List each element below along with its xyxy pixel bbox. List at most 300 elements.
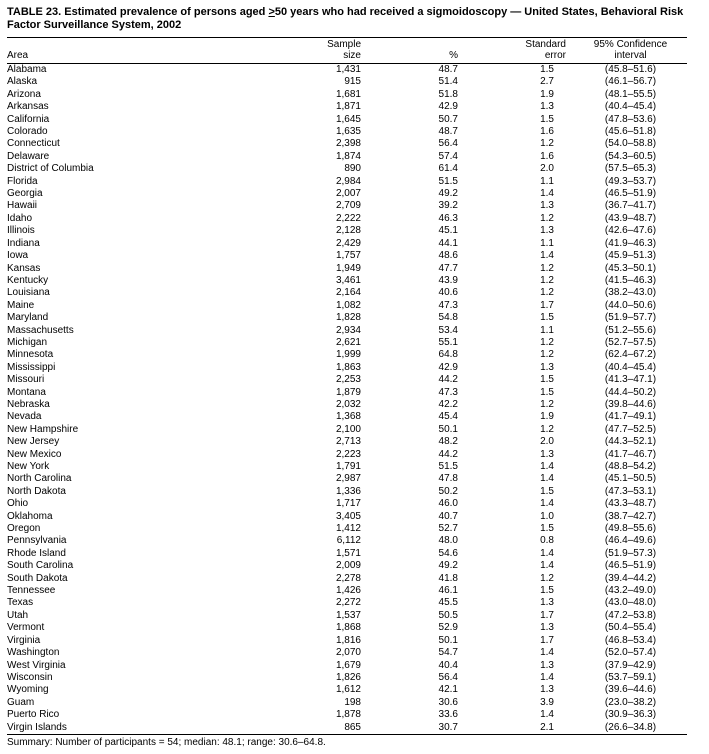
confidence-interval-cell: (51.2–55.6) — [604, 324, 657, 336]
confidence-interval-cell: (42.6–47.6) — [604, 225, 657, 237]
table-row — [7, 300, 687, 312]
area-cell: Wyoming — [7, 684, 49, 696]
standard-error-cell: 0.8 — [540, 535, 554, 547]
standard-error-cell: 1.3 — [540, 448, 554, 460]
confidence-interval-cell: (49.3–53.7) — [604, 175, 657, 187]
standard-error-cell: 1.2 — [540, 349, 554, 361]
standard-error-cell: 1.2 — [540, 262, 554, 274]
percent-cell: 49.2 — [438, 560, 458, 572]
sample-size-cell: 1,757 — [335, 250, 361, 262]
percent-cell: 52.7 — [438, 523, 458, 535]
standard-error-cell: 1.4 — [540, 647, 554, 659]
table-row — [7, 114, 687, 126]
table-row — [7, 263, 687, 275]
area-cell: Virgin Islands — [7, 721, 67, 733]
table-row — [7, 238, 687, 250]
area-cell: Tennessee — [7, 585, 56, 597]
sample-size-cell: 3,405 — [335, 510, 361, 522]
standard-error-cell: 1.5 — [540, 585, 554, 597]
table-row — [7, 449, 687, 461]
percent-cell: 44.2 — [438, 374, 458, 386]
col-header-se-line2: error — [544, 50, 566, 61]
table-row — [7, 213, 687, 225]
table-row — [7, 325, 687, 337]
percent-cell: 39.2 — [438, 200, 458, 212]
sample-size-cell: 2,713 — [335, 436, 361, 448]
percent-cell: 47.3 — [438, 299, 458, 311]
confidence-interval-cell: (44.0–50.6) — [604, 299, 657, 311]
area-cell: Oregon — [7, 523, 41, 535]
confidence-interval-cell: (41.3–47.1) — [604, 374, 657, 386]
standard-error-cell: 1.1 — [540, 237, 554, 249]
area-cell: North Carolina — [7, 473, 72, 485]
greater-equal-symbol: > — [268, 6, 275, 18]
area-cell: Arkansas — [7, 101, 49, 113]
confidence-interval-cell: (38.2–43.0) — [604, 287, 657, 299]
area-cell: South Carolina — [7, 560, 74, 572]
col-header-ci-line2: interval — [614, 50, 647, 61]
sample-size-cell: 1,681 — [335, 88, 361, 100]
confidence-interval-cell: (52.7–57.5) — [604, 336, 657, 348]
percent-cell: 45.5 — [438, 597, 458, 609]
col-header-se-line1: Standard — [525, 39, 566, 50]
standard-error-cell: 1.2 — [540, 287, 554, 299]
percent-cell: 57.4 — [438, 150, 458, 162]
sample-size-cell: 2,709 — [335, 200, 361, 212]
confidence-interval-cell: (43.9–48.7) — [604, 212, 657, 224]
sample-size-cell: 865 — [344, 721, 361, 733]
standard-error-cell: 1.3 — [540, 659, 554, 671]
standard-error-cell: 1.4 — [540, 709, 554, 721]
percent-cell: 42.2 — [438, 398, 458, 410]
table-row — [7, 672, 687, 684]
table-row — [7, 498, 687, 510]
percent-cell: 41.8 — [438, 572, 458, 584]
table-row — [7, 126, 687, 138]
sample-size-cell: 2,934 — [335, 324, 361, 336]
col-header-sample-line1: Sample — [327, 39, 361, 50]
confidence-interval-cell: (62.4–67.2) — [604, 349, 657, 361]
percent-cell: 51.5 — [438, 175, 458, 187]
area-cell: Hawaii — [7, 200, 38, 212]
table-title — [7, 6, 695, 32]
sample-size-cell: 1,571 — [335, 547, 361, 559]
area-cell: Colorado — [7, 126, 48, 138]
confidence-interval-cell: (50.4–55.4) — [604, 622, 657, 634]
standard-error-cell: 1.9 — [540, 88, 554, 100]
confidence-interval-cell: (40.4–45.4) — [604, 361, 657, 373]
standard-error-cell: 2.1 — [540, 721, 554, 733]
confidence-interval-cell: (30.9–36.3) — [604, 709, 657, 721]
confidence-interval-cell: (46.1–56.7) — [604, 76, 657, 88]
confidence-interval-cell: (38.7–42.7) — [604, 510, 657, 522]
confidence-interval-cell: (43.2–49.0) — [604, 585, 657, 597]
table-row — [7, 573, 687, 585]
standard-error-cell: 1.5 — [540, 64, 554, 75]
confidence-interval-cell: (23.0–38.2) — [604, 696, 657, 708]
area-cell: New Hampshire — [7, 423, 79, 435]
table-row — [7, 312, 687, 324]
sample-size-cell: 2,222 — [335, 212, 361, 224]
table-row — [7, 436, 687, 448]
standard-error-cell: 1.3 — [540, 597, 554, 609]
sample-size-cell: 2,429 — [335, 237, 361, 249]
standard-error-cell: 1.2 — [540, 398, 554, 410]
confidence-interval-cell: (53.7–59.1) — [604, 671, 657, 683]
percent-cell: 50.1 — [438, 423, 458, 435]
standard-error-cell: 1.2 — [540, 336, 554, 348]
standard-error-cell: 1.7 — [540, 299, 554, 311]
area-cell: Indiana — [7, 237, 40, 249]
sample-size-cell: 198 — [344, 696, 361, 708]
table-row — [7, 337, 687, 349]
area-cell: Utah — [7, 609, 29, 621]
table-row — [7, 411, 687, 423]
standard-error-cell: 1.5 — [540, 485, 554, 497]
sample-size-cell: 1,816 — [335, 634, 361, 646]
sample-size-cell: 1,426 — [335, 585, 361, 597]
confidence-interval-cell: (41.9–46.3) — [604, 237, 657, 249]
percent-cell: 55.1 — [438, 336, 458, 348]
percent-cell: 40.6 — [438, 287, 458, 299]
area-cell: Nebraska — [7, 398, 50, 410]
standard-error-cell: 1.1 — [540, 324, 554, 336]
confidence-interval-cell: (37.9–42.9) — [604, 659, 657, 671]
table-row — [7, 585, 687, 597]
header-row — [7, 38, 687, 64]
sample-size-cell: 2,987 — [335, 473, 361, 485]
table-row — [7, 387, 687, 399]
table-row — [7, 660, 687, 672]
sample-size-cell: 2,100 — [335, 423, 361, 435]
confidence-interval-cell: (52.0–57.4) — [604, 647, 657, 659]
sample-size-cell: 1,537 — [335, 609, 361, 621]
table-row — [7, 461, 687, 473]
confidence-interval-cell: (26.6–34.8) — [604, 721, 657, 733]
sample-size-cell: 1,412 — [335, 523, 361, 535]
title-text-prefix: TABLE 23. Estimated prevalence of persons aged — [7, 6, 269, 18]
percent-cell: 48.7 — [438, 126, 458, 138]
standard-error-cell: 1.2 — [540, 138, 554, 150]
confidence-interval-cell: (41.7–46.7) — [604, 448, 657, 460]
table-row — [7, 523, 687, 535]
area-cell: Rhode Island — [7, 547, 66, 559]
sample-size-cell: 1,871 — [335, 101, 361, 113]
sample-size-cell: 2,621 — [335, 336, 361, 348]
sample-size-cell: 2,007 — [335, 188, 361, 200]
confidence-interval-cell: (43.0–48.0) — [604, 597, 657, 609]
sample-size-cell: 1,431 — [335, 64, 361, 75]
col-header-sample-line2: size — [343, 50, 361, 61]
area-cell: Texas — [7, 597, 34, 609]
area-cell: Guam — [7, 696, 35, 708]
table-row — [7, 709, 687, 721]
table-row — [7, 473, 687, 485]
standard-error-cell: 2.0 — [540, 436, 554, 448]
sample-size-cell: 2,128 — [335, 225, 361, 237]
area-cell: Nevada — [7, 411, 42, 423]
percent-cell: 42.9 — [438, 101, 458, 113]
confidence-interval-cell: (44.3–52.1) — [604, 436, 657, 448]
table-row — [7, 64, 687, 77]
sample-size-cell: 1,999 — [335, 349, 361, 361]
percent-cell: 48.0 — [438, 535, 458, 547]
standard-error-cell: 1.5 — [540, 113, 554, 125]
area-cell: Connecticut — [7, 138, 60, 150]
sample-size-cell: 1,949 — [335, 262, 361, 274]
percent-cell: 51.5 — [438, 461, 458, 472]
table-row — [7, 684, 687, 696]
percent-cell: 46.3 — [438, 212, 458, 224]
area-cell: Florida — [7, 175, 38, 187]
standard-error-cell: 1.4 — [540, 188, 554, 200]
sample-size-cell: 890 — [344, 163, 361, 175]
table-row — [7, 399, 687, 411]
sample-size-cell: 2,272 — [335, 597, 361, 609]
confidence-interval-cell: (47.8–53.6) — [604, 113, 657, 125]
percent-cell: 40.7 — [438, 510, 458, 522]
area-cell: New Mexico — [7, 448, 62, 460]
sample-size-cell: 1,791 — [335, 461, 361, 472]
sample-size-cell: 915 — [344, 76, 361, 88]
standard-error-cell: 1.7 — [540, 634, 554, 646]
standard-error-cell: 1.1 — [540, 175, 554, 187]
area-cell: California — [7, 113, 50, 125]
confidence-interval-cell: (46.4–49.6) — [604, 535, 657, 547]
confidence-interval-cell: (46.5–51.9) — [604, 188, 657, 200]
standard-error-cell: 1.7 — [540, 609, 554, 621]
area-cell: Kentucky — [7, 274, 49, 286]
confidence-interval-cell: (39.8–44.6) — [604, 398, 657, 410]
percent-cell: 45.1 — [438, 225, 458, 237]
table-row — [7, 349, 687, 361]
percent-cell: 30.7 — [438, 721, 458, 733]
percent-cell: 51.8 — [438, 88, 458, 100]
percent-cell: 64.8 — [438, 349, 458, 361]
table-row — [7, 138, 687, 150]
percent-cell: 33.6 — [438, 709, 458, 721]
confidence-interval-cell: (45.9–51.3) — [604, 250, 657, 262]
standard-error-cell: 1.2 — [540, 274, 554, 286]
area-cell: New York — [7, 461, 50, 472]
sample-size-cell: 2,398 — [335, 138, 361, 150]
standard-error-cell: 2.0 — [540, 163, 554, 175]
percent-cell: 56.4 — [438, 671, 458, 683]
confidence-interval-cell: (54.0–58.8) — [604, 138, 657, 150]
percent-cell: 52.9 — [438, 622, 458, 634]
standard-error-cell: 1.4 — [540, 461, 554, 472]
confidence-interval-cell: (47.2–53.8) — [604, 609, 657, 621]
percent-cell: 54.8 — [438, 312, 458, 324]
area-cell: Illinois — [7, 225, 35, 237]
sample-size-cell: 1,863 — [335, 361, 361, 373]
table-row — [7, 548, 687, 560]
confidence-interval-cell: (40.4–45.4) — [604, 101, 657, 113]
sample-size-cell: 1,879 — [335, 386, 361, 398]
confidence-interval-cell: (51.9–57.7) — [604, 312, 657, 324]
percent-cell: 53.4 — [438, 324, 458, 336]
sample-size-cell: 1,612 — [335, 684, 361, 696]
col-header-percent — [367, 38, 464, 64]
confidence-interval-cell: (36.7–41.7) — [604, 200, 657, 212]
percent-cell: 46.1 — [438, 585, 458, 597]
standard-error-cell: 1.3 — [540, 361, 554, 373]
table-row — [7, 163, 687, 175]
table-row — [7, 200, 687, 212]
col-header-percent-label: % — [449, 50, 458, 61]
percent-cell: 61.4 — [438, 163, 458, 175]
percent-cell: 51.4 — [438, 76, 458, 88]
standard-error-cell: 1.3 — [540, 622, 554, 634]
confidence-interval-cell: (41.5–46.3) — [604, 274, 657, 286]
confidence-interval-cell: (41.7–49.1) — [604, 411, 657, 423]
area-cell: Michigan — [7, 336, 48, 348]
table-row — [7, 511, 687, 523]
percent-cell: 47.8 — [438, 473, 458, 485]
area-cell: North Dakota — [7, 485, 66, 497]
confidence-interval-cell: (47.7–52.5) — [604, 423, 657, 435]
sample-size-cell: 1,717 — [335, 498, 361, 510]
standard-error-cell: 1.6 — [540, 126, 554, 138]
area-cell: South Dakota — [7, 572, 68, 584]
sample-size-cell: 2,164 — [335, 287, 361, 299]
sample-size-cell: 3,461 — [335, 274, 361, 286]
confidence-interval-cell: (46.5–51.9) — [604, 560, 657, 572]
standard-error-cell: 1.3 — [540, 200, 554, 212]
sample-size-cell: 1,336 — [335, 485, 361, 497]
col-header-confidence-interval — [574, 38, 687, 64]
standard-error-cell: 1.5 — [540, 523, 554, 535]
standard-error-cell: 1.4 — [540, 250, 554, 262]
sample-size-cell: 6,112 — [336, 535, 361, 547]
sample-size-cell: 1,828 — [335, 312, 361, 324]
table-row — [7, 176, 687, 188]
percent-cell: 50.5 — [438, 609, 458, 621]
table-row — [7, 597, 687, 609]
col-header-standard-error — [464, 38, 574, 64]
area-cell: Alabama — [7, 64, 47, 75]
percent-cell: 50.2 — [438, 485, 458, 497]
confidence-interval-cell: (44.4–50.2) — [604, 386, 657, 398]
table-row — [7, 647, 687, 659]
sample-size-cell: 2,009 — [335, 560, 361, 572]
prevalence-table — [7, 37, 687, 749]
confidence-interval-cell: (45.6–51.8) — [604, 126, 657, 138]
area-cell: Louisiana — [7, 287, 50, 299]
area-cell: Arizona — [7, 88, 41, 100]
sample-size-cell: 1,368 — [335, 411, 361, 423]
percent-cell: 30.6 — [438, 696, 458, 708]
col-header-sample-size — [322, 38, 367, 64]
confidence-interval-cell: (45.8–51.6) — [604, 64, 657, 75]
confidence-interval-cell: (54.3–60.5) — [604, 150, 657, 162]
standard-error-cell: 2.7 — [540, 76, 554, 88]
area-cell: Alaska — [7, 76, 38, 88]
standard-error-cell: 1.4 — [540, 498, 554, 510]
standard-error-cell: 1.4 — [540, 473, 554, 485]
area-cell: Massachusetts — [7, 324, 74, 336]
title-text-suffix: 50 years who had received a sigmoidoscopy — United States, Behavioral Risk Factor Surveillance System, 2002 — [7, 6, 684, 31]
standard-error-cell: 1.2 — [540, 423, 554, 435]
percent-cell: 48.6 — [438, 250, 458, 262]
percent-cell: 44.2 — [438, 448, 458, 460]
col-header-ci-line1: 95% Confidence — [593, 39, 668, 50]
table-row — [7, 697, 687, 709]
col-header-area — [7, 38, 322, 64]
table-body — [7, 64, 687, 735]
area-cell: Wisconsin — [7, 671, 53, 683]
percent-cell: 40.4 — [438, 659, 458, 671]
area-cell: Ohio — [7, 498, 29, 510]
area-cell: West Virginia — [7, 659, 66, 671]
percent-cell: 44.1 — [438, 237, 458, 249]
area-cell: Vermont — [7, 622, 45, 634]
confidence-interval-cell: (48.8–54.2) — [604, 461, 657, 472]
area-cell: Montana — [7, 386, 46, 398]
percent-cell: 47.3 — [438, 386, 458, 398]
area-cell: Maryland — [7, 312, 49, 324]
standard-error-cell: 1.2 — [540, 572, 554, 584]
standard-error-cell: 1.9 — [540, 411, 554, 423]
table-row — [7, 225, 687, 237]
table-row — [7, 76, 687, 88]
sample-size-cell: 2,070 — [335, 647, 361, 659]
area-cell: Washington — [7, 647, 60, 659]
percent-cell: 46.0 — [438, 498, 458, 510]
standard-error-cell: 1.3 — [540, 225, 554, 237]
table-row — [7, 424, 687, 436]
confidence-interval-cell: (39.4–44.2) — [604, 572, 657, 584]
sample-size-cell: 1,826 — [335, 671, 361, 683]
table-row — [7, 622, 687, 634]
standard-error-cell: 1.4 — [540, 560, 554, 572]
sample-size-cell: 2,253 — [335, 374, 361, 386]
standard-error-cell: 1.0 — [540, 510, 554, 522]
confidence-interval-cell: (39.6–44.6) — [604, 684, 657, 696]
percent-cell: 50.7 — [438, 113, 458, 125]
area-cell: District of Columbia — [7, 163, 94, 175]
percent-cell: 54.6 — [438, 547, 458, 559]
standard-error-cell: 1.2 — [540, 212, 554, 224]
table-row — [7, 250, 687, 262]
percent-cell: 48.2 — [438, 436, 458, 448]
confidence-interval-cell: (49.8–55.6) — [604, 523, 657, 535]
sample-size-cell: 1,874 — [335, 150, 361, 162]
sample-size-cell: 1,645 — [335, 113, 361, 125]
percent-cell: 50.1 — [438, 634, 458, 646]
percent-cell: 43.9 — [438, 274, 458, 286]
confidence-interval-cell: (47.3–53.1) — [604, 485, 657, 497]
area-cell: Kansas — [7, 262, 41, 274]
table-row — [7, 635, 687, 647]
percent-cell: 48.7 — [438, 64, 458, 75]
area-cell: Mississippi — [7, 361, 56, 373]
percent-cell: 45.4 — [438, 411, 458, 423]
confidence-interval-cell: (46.8–53.4) — [604, 634, 657, 646]
table-row — [7, 188, 687, 200]
standard-error-cell: 1.6 — [540, 150, 554, 162]
sample-size-cell: 2,984 — [335, 175, 361, 187]
confidence-interval-cell: (43.3–48.7) — [604, 498, 657, 510]
standard-error-cell: 1.3 — [540, 101, 554, 113]
table-row — [7, 275, 687, 287]
area-cell: Minnesota — [7, 349, 54, 361]
standard-error-cell: 1.5 — [540, 386, 554, 398]
area-cell: Idaho — [7, 212, 33, 224]
percent-cell: 42.1 — [438, 684, 458, 696]
percent-cell: 54.7 — [438, 647, 458, 659]
table-row — [7, 610, 687, 622]
